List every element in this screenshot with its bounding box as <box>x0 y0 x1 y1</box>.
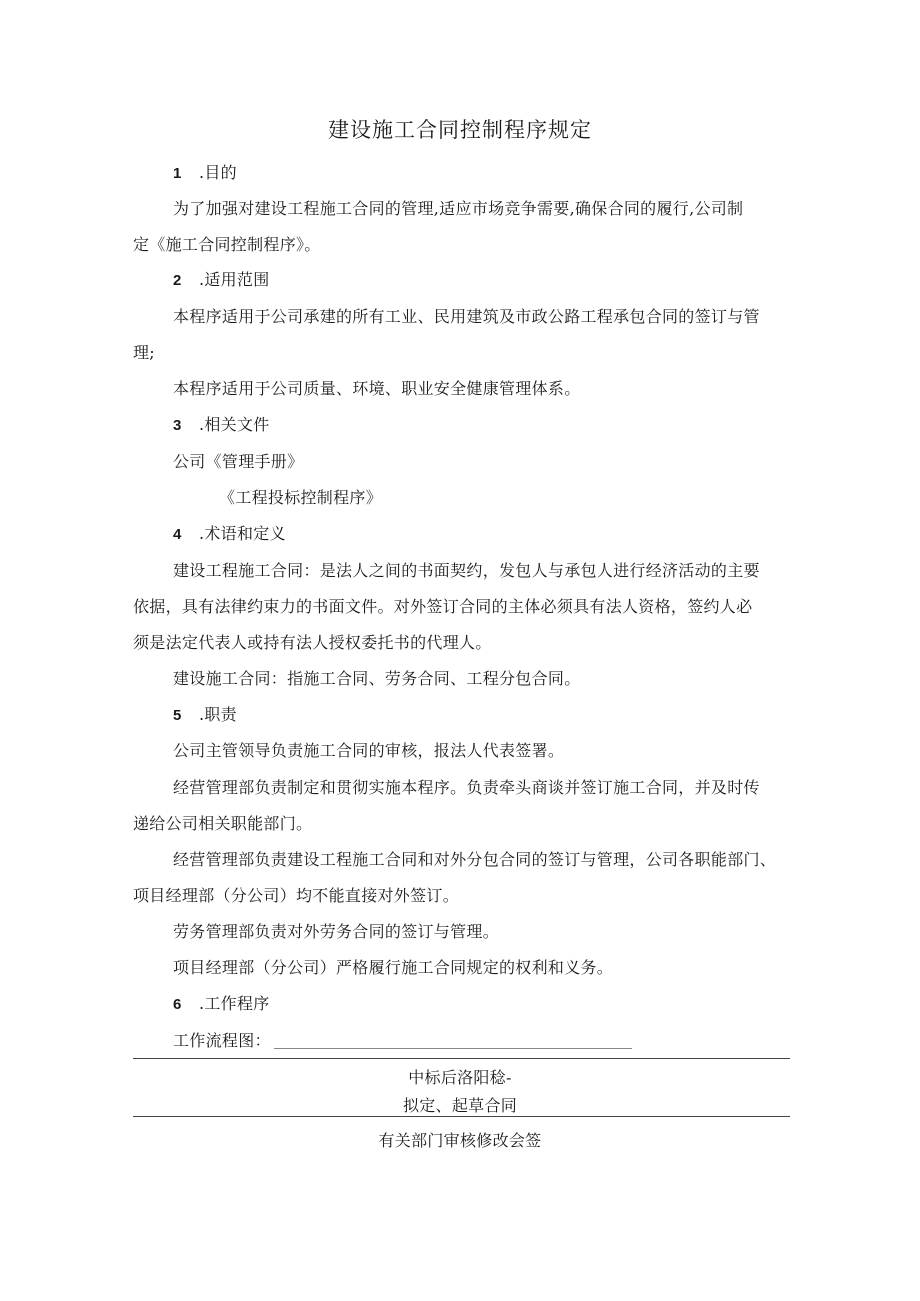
section-heading-4 <box>173 524 286 545</box>
paragraph-line: 建设施工合同：指施工合同、劳务合同、工程分包合同。 <box>173 669 581 688</box>
paragraph-line: 经营管理部负责制定和贯彻实施本程序。负责牵头商谈并签订施工合同，并及时传 <box>173 778 760 797</box>
section-number: 3 <box>173 417 182 434</box>
section-heading-2 <box>173 270 270 291</box>
paragraph-line: 本程序适用于公司质量、环境、职业安全健康管理体系。 <box>173 379 581 398</box>
section-number: 5 <box>173 707 182 724</box>
section-number: 4 <box>173 526 182 543</box>
paragraph-line: 定《施工合同控制程序》。 <box>133 235 321 254</box>
paragraph-line: 项目经理部（分公司）严格履行施工合同规定的权利和义务。 <box>173 958 614 977</box>
flowchart-rule-bottom <box>133 1116 790 1117</box>
paragraph-line: 须是法定代表人或持有法人授权委托书的代理人。 <box>133 633 492 652</box>
section-heading-1 <box>173 163 237 184</box>
paragraph-line: 本程序适用于公司承建的所有工业、民用建筑及市政公路工程承包合同的签订与管 <box>173 307 760 326</box>
flow-step-draft-contract: 拟定、起草合同 <box>402 1096 518 1115</box>
section-number: 2 <box>173 272 182 289</box>
section-heading-3 <box>173 415 270 436</box>
section-title: .适用范围 <box>199 270 270 289</box>
paragraph-line: 劳务管理部负责对外劳务合同的签订与管理。 <box>173 922 500 941</box>
flow-step-review-countersign: 有关部门审核修改会签 <box>378 1131 542 1150</box>
paragraph-line: 依据，具有法律约束力的书面文件。对外签订合同的主体必须具有法人资格，签约人必 <box>133 597 753 616</box>
section-heading-6 <box>173 994 270 1015</box>
paragraph-line: 递给公司相关职能部门。 <box>133 814 313 833</box>
section-number: 6 <box>173 996 182 1013</box>
section-title: .职责 <box>199 705 237 724</box>
section-number: 1 <box>173 165 182 182</box>
section-title: .术语和定义 <box>199 524 286 543</box>
section-title: .工作程序 <box>199 994 270 1013</box>
paragraph-line: 《工程投标控制程序》 <box>219 488 383 507</box>
section-title: .相关文件 <box>199 415 270 434</box>
flowchart-rule-top <box>133 1058 790 1059</box>
paragraph-line: 公司《管理手册》 <box>173 452 304 471</box>
flowchart-underline <box>274 1048 632 1049</box>
paragraph-line: 公司主管领导负责施工合同的审核，报法人代表签署。 <box>173 741 565 760</box>
paragraph-line: 理; <box>133 343 155 362</box>
paragraph-line: 建设工程施工合同：是法人之间的书面契约，发包人与承包人进行经济活动的主要 <box>173 561 760 580</box>
section-heading-5 <box>173 705 237 726</box>
section-title: .目的 <box>199 163 237 182</box>
document-title: 建设施工合同控制程序规定 <box>328 118 592 142</box>
flowchart-label: 工作流程图： <box>173 1031 271 1050</box>
flow-step-bid-won: 中标后洛阳稔- <box>408 1068 512 1087</box>
paragraph-line: 经营管理部负责建设工程施工合同和对外分包合同的签订与管理，公司各职能部门、 <box>173 850 777 869</box>
paragraph-line: 项目经理部（分公司）均不能直接对外签订。 <box>133 886 460 905</box>
paragraph-line: 为了加强对建设工程施工合同的管理,适应市场竞争需要,确保合同的履行,公司制 <box>173 199 744 218</box>
